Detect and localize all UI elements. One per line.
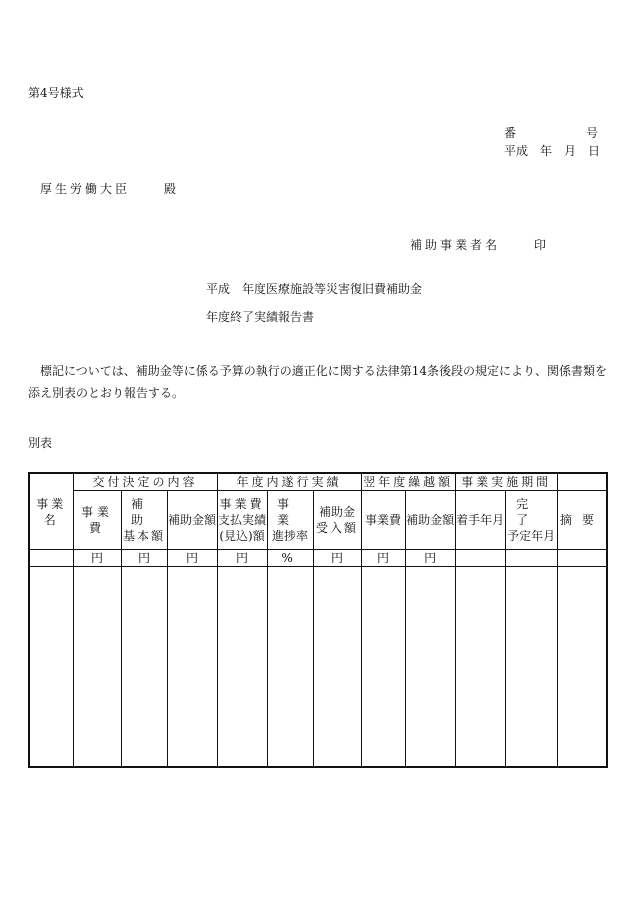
entry-cell[interactable]: [29, 567, 73, 768]
report-title-line1: 平成 年度医療施設等災害復旧費補助金: [206, 282, 423, 296]
h-finish: [505, 491, 557, 550]
entry-cell[interactable]: [557, 567, 607, 768]
unit-cell: %: [267, 550, 313, 567]
table-unit-row: [29, 550, 607, 567]
unit-cell: 円: [121, 550, 167, 567]
unit-cell: 円: [167, 550, 217, 567]
h-progress-2: 進捗率: [272, 529, 309, 543]
entry-cell[interactable]: [455, 567, 505, 768]
h-subsidy-base-2: 基本額: [122, 529, 165, 543]
appendix-label: 別表: [28, 436, 53, 450]
h-finish-1: 完了: [516, 497, 547, 527]
form-number: 第4号様式: [28, 86, 84, 100]
h-remarks: 摘要: [557, 491, 607, 550]
h-carry-subsidy: 補助金額: [405, 491, 455, 550]
unit-cell: 円: [361, 550, 405, 567]
unit-cell-blank: [455, 550, 505, 567]
h-received-1: 補助金: [319, 505, 356, 519]
report-body-text: 標記については、補助金等に係る予算の執行の適正化に関する法律第14条後段の規定により、関係書類を添え別表のとおり報告する。: [28, 364, 608, 400]
unit-cell: 円: [313, 550, 361, 567]
entry-cell[interactable]: [167, 567, 217, 768]
unit-cell-blank: [29, 550, 73, 567]
seal-mark: 印: [534, 238, 547, 252]
number-label: 番: [504, 126, 517, 140]
col-project-name: 事業名: [29, 473, 73, 550]
unit-cell: 円: [405, 550, 455, 567]
document-number-line: [504, 124, 599, 141]
h-expense: [217, 491, 267, 550]
number-suffix: 号: [586, 126, 599, 140]
report-table: [28, 472, 608, 768]
entry-cell[interactable]: [505, 567, 557, 768]
table-column-header-row: [29, 491, 607, 550]
entry-cell[interactable]: [405, 567, 455, 768]
h-expense-1: 事業費: [219, 497, 265, 511]
entry-cell[interactable]: [121, 567, 167, 768]
entry-cell[interactable]: [361, 567, 405, 768]
entry-cell[interactable]: [217, 567, 267, 768]
addressee-suffix: 殿: [164, 182, 177, 196]
unit-cell: 円: [217, 550, 267, 567]
h-subsidy-base: [121, 491, 167, 550]
group-carryover: 翌年度繰越額: [363, 475, 454, 489]
group-remarks-blank: [557, 473, 607, 491]
applicant-line: [410, 236, 546, 253]
h-progress: [267, 491, 313, 550]
h-finish-2: 予定年月: [507, 529, 556, 543]
group-period: 事業実施期間: [455, 473, 557, 491]
h-subsidy-base-1: 補助: [130, 497, 157, 527]
entry-cell[interactable]: [267, 567, 313, 768]
group-grant-decision: 交付決定の内容: [73, 473, 217, 491]
unit-cell-blank: [505, 550, 557, 567]
group-annual-performance: 年度内遂行実績: [217, 473, 361, 491]
h-subsidy-amount: 補助金額: [167, 491, 217, 550]
h-start: 着手年月: [455, 491, 505, 550]
h-carry-cost: 事業費: [361, 491, 405, 550]
h-expense-2: 支払実績: [218, 513, 267, 527]
entry-cell[interactable]: [313, 567, 361, 768]
h-expense-3: (見込)額: [219, 529, 265, 543]
report-title-line2: 年度終了実績報告書: [206, 310, 315, 324]
h-progress-1: 事業: [277, 497, 304, 527]
entry-cell[interactable]: [73, 567, 121, 768]
h-project-cost: 事業費: [73, 491, 121, 550]
h-received: [313, 491, 361, 550]
date-line: 平成 年 月 日: [504, 144, 601, 158]
table-body-row: [29, 567, 607, 768]
addressee-line: [40, 180, 176, 197]
unit-cell-blank: [557, 550, 607, 567]
applicant-label: 補助事業者名: [410, 238, 501, 252]
unit-cell: 円: [73, 550, 121, 567]
h-received-2: 受入額: [316, 521, 359, 535]
table-group-header-row: [29, 473, 607, 491]
addressee-name: 厚生労働大臣: [40, 182, 131, 196]
